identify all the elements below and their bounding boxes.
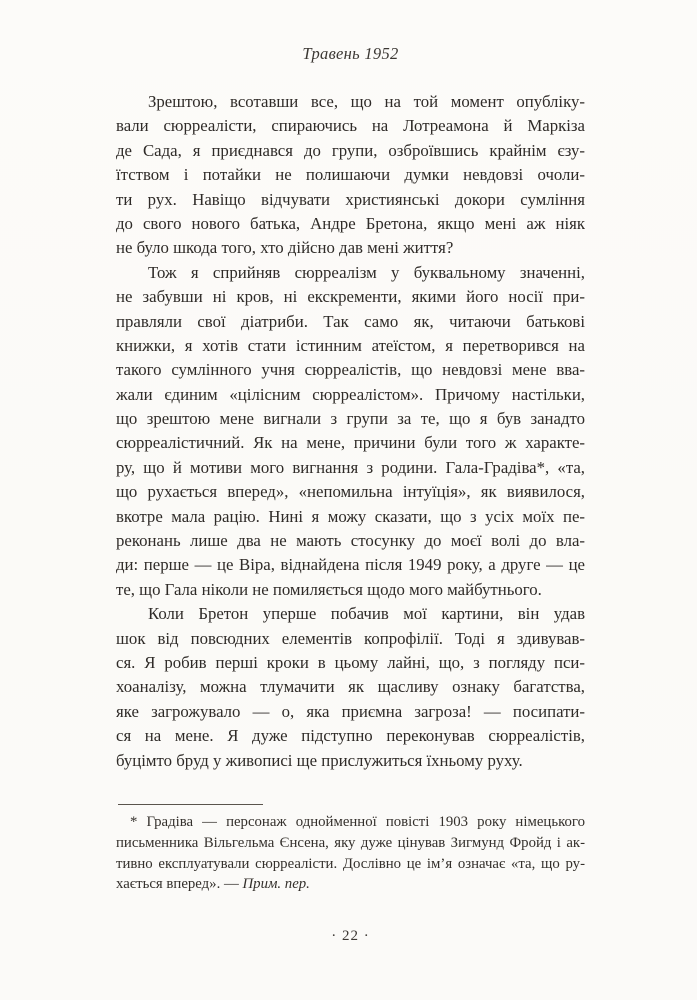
text-line: Коли Бретон уперше побачив мої картини, він удав [148, 604, 585, 624]
text-line: сюрреалістичний. Як на мене, причини були того ж характе- [116, 433, 585, 453]
paragraph [116, 90, 585, 261]
text-line: жали єдиним «цілісним сюрреалістом». Причому настільки, [116, 384, 585, 404]
text-line: Зрештою, всотавши все, що на той момент опубліку- [148, 92, 585, 111]
text-line: хоаналізу, можна тлумачити як щасливу ознаку багатства, [116, 677, 585, 697]
page-number: · 22 · [331, 928, 370, 944]
text-line: шок від повсюдних елементів копрофілії. Тоді я здивував- [116, 628, 585, 648]
translator-note: Прим. пер. [242, 876, 310, 893]
text-line: ся. Я робив перші кроки в цьому лайні, що, з погляду пси- [116, 652, 585, 672]
footnote-divider [118, 804, 263, 805]
text-line: ти рух. Навіщо відчувати християнські докори сумління [116, 189, 585, 209]
body-text [116, 90, 585, 773]
text-line: що зрештою мене вигнали з групи за те, що я був занадто [116, 409, 585, 429]
text-line: книжки, я хотів стати істинним атеїстом, я перетворився на [116, 335, 585, 355]
footnote-line: тивно експлуатували сюрреалісти. Дослівно це ім’я означає «та, що ру- [116, 855, 585, 872]
text-line: те, що Гала ніколи не помиляється щодо мого майбутнього. [116, 579, 542, 599]
footnote-line: письменника Вільгельма Єнсена, яку дуже цінував Зигмунд Фройд і ак- [116, 834, 585, 851]
text-line: правляли свої діатриби. Так само як, читаючи батькові [116, 311, 585, 331]
text-line: буцімто бруд у живописі ще прислужиться їхньому руху. [116, 750, 523, 770]
text-line: вали сюрреалісти, спираючись на Лотреамона й Маркіза [116, 116, 585, 136]
running-header: Травень 1952 [302, 44, 399, 63]
footnote-line [116, 874, 585, 895]
footnote [116, 812, 585, 895]
text-line: не було шкода того, хто дійсно дав мені життя? [116, 238, 454, 258]
text-line: що рухається вперед», «непомильна інтуїція», як виявилося, [116, 482, 585, 502]
footnote-text: хається вперед». — [116, 876, 243, 893]
footnote-line: * Градіва — персонаж однойменної повісті 1903 року німецького [130, 814, 585, 830]
paragraph [116, 602, 585, 773]
text-line: не забувши ні кров, ні екскременти, якими його носії при- [116, 287, 585, 307]
paragraph [116, 261, 585, 602]
text-line: їтством і потайки не полишаючи думки невдовзі очоли- [116, 165, 585, 185]
text-line: вкотре мала рацію. Нині я можу сказати, що з усіх моїх пе- [116, 506, 585, 526]
text-line: де Сада, я приєднався до групи, озброївшись крайнім єзу- [116, 140, 585, 160]
text-line: до свого нового батька, Андре Бретона, якщо мені аж ніяк [116, 213, 585, 233]
text-line: яке загрожувало — о, яка приємна загроза! — посипати- [116, 701, 585, 721]
text-line: ру, що й мотиви мого вигнання з родини. Гала-Градіва*, «та, [116, 457, 585, 477]
text-line: Тож я сприйняв сюрреалізм у буквальному значенні, [148, 262, 585, 282]
text-line: реконань лише два не мають стосунку до моєї волі до вла- [116, 531, 585, 551]
text-line: ди: перше — це Віра, віднайдена після 1949 року, а друге — це [116, 555, 585, 575]
text-line: ся на мене. Я дуже підступно переконував сюрреалістів, [116, 726, 585, 746]
text-line: такого сумлінного учня сюрреалістів, що невдовзі мене вва- [116, 360, 585, 380]
